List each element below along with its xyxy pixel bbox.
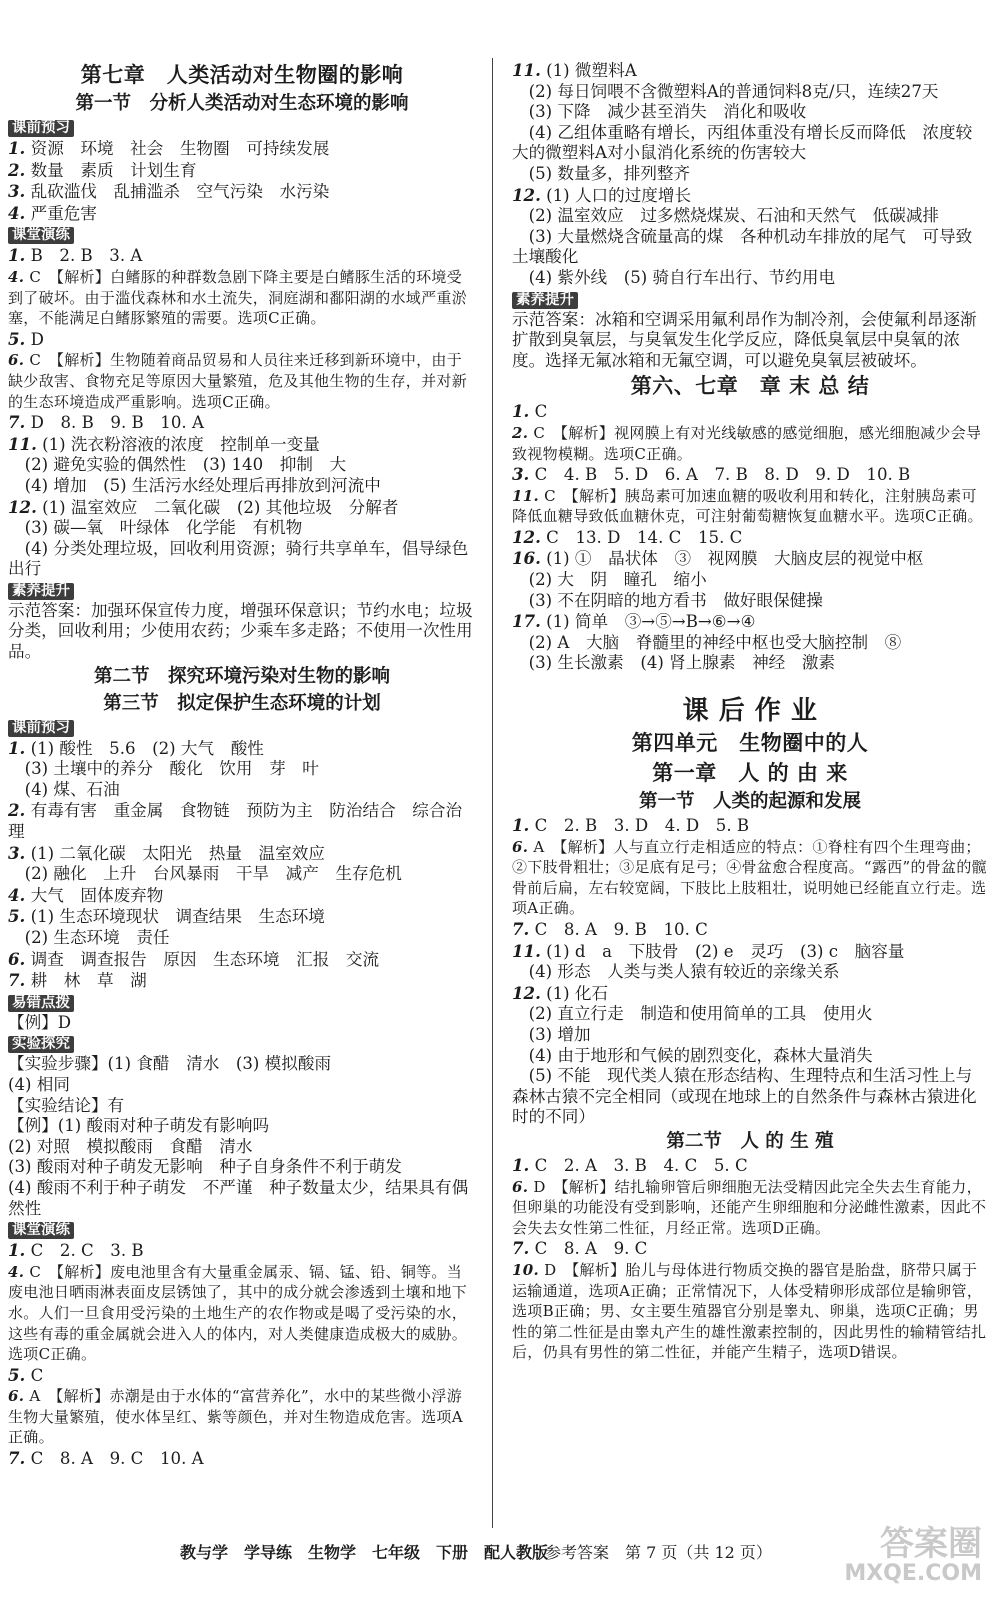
answer-line (512, 206, 988, 227)
answer-line (8, 138, 476, 160)
section-tag: 课前预习 (8, 720, 74, 737)
answer-text: 耕 林 草 湖 (25, 971, 147, 991)
answer-line (8, 843, 476, 865)
answer-text: C 8. A 9. C 10. A (25, 1449, 204, 1469)
section-heading: 第二节 探究环境污染对生物的影响 (93, 665, 390, 687)
answer-line (8, 970, 476, 992)
question-number: 11. (8, 433, 37, 454)
answer-explanation (8, 1262, 476, 1365)
answer-text: D 【解析】结扎输卵管后卵细胞无法受精因此完全失去生育能力，但卵巢的功能没有受到影响，还能产生卵细胞和分泌雌性激素，因此不会失去女性第二性征，月经正常。选项D正确。 (512, 1177, 987, 1237)
answer-line (8, 455, 476, 476)
answer-line (512, 268, 988, 289)
question-number: 5. (8, 328, 26, 349)
answer-line (8, 539, 476, 580)
answer-text: C 【解析】废电池里含有大量重金属汞、镉、锰、铅、铜等。当废电池日晒雨淋表面皮层锈蚀了，其中的成分就会渗透到土壤和地下水。人们一旦食用受污染的土地生产的农作物或是喝了受污染的水，这些有毒的重金属就会进入人的体内，对人类健康造成极大的威胁。选项C正确。 (8, 1262, 468, 1364)
question-number: 5. (8, 906, 26, 927)
chapter-heading: 课 后 作 业 (682, 696, 818, 727)
answer-line (8, 864, 476, 885)
answer-line (8, 1137, 476, 1158)
question-number: 6. (512, 1177, 529, 1196)
answer-explanation (512, 1260, 988, 1363)
answer-line (8, 476, 476, 497)
answer-text: (1) 微塑料A (540, 61, 637, 80)
section-tag: 课堂演练 (8, 227, 74, 244)
answer-line (8, 1054, 476, 1075)
question-number: 4. (8, 202, 26, 223)
answer-text: (1) d a 下肢骨 (2) e 灵巧 (3) c 脑容量 (540, 941, 905, 961)
section-tag-row (8, 717, 476, 738)
answer-text: (1) 温室效应 二氧化碳 (2) 其他垃圾 分解者 (36, 497, 399, 517)
section-tag: 课堂演练 (8, 1222, 74, 1239)
answer-line (512, 919, 988, 941)
answer-line (8, 1448, 476, 1470)
question-number: 6. (8, 1387, 25, 1406)
section-tag-row (8, 992, 476, 1013)
answer-line (8, 906, 476, 928)
question-number: 3. (512, 464, 530, 485)
section-heading: 第二节 人 的 生 殖 (666, 1130, 834, 1152)
answer-text: C (25, 1365, 44, 1385)
answer-text: (3) 碳—氧 叶绿体 化学能 有机物 (8, 518, 303, 538)
answer-text: (4) 煤、石油 (8, 779, 120, 799)
answer-line (8, 1240, 476, 1262)
answer-text: (1) 二氧化碳 太阳光 热量 温室效应 (25, 843, 325, 863)
answer-line (8, 949, 476, 971)
answer-text: A 【解析】赤潮是由于水体的“富营养化”，水中的某些微小浮游生物大量繁殖，使水体呈红、紫等颜色，并对生物造成危害。选项A正确。 (8, 1387, 463, 1447)
answer-line (8, 245, 476, 267)
question-number: 7. (512, 1238, 530, 1259)
answer-line (8, 497, 476, 519)
answer-line (8, 885, 476, 907)
answer-text: D 8. B 9. B 10. A (25, 413, 204, 433)
answer-explanation (512, 1177, 988, 1239)
answer-text: (2) A 大脑 脊髓里的神经中枢也受大脑控制 ⑧ (512, 632, 902, 652)
watermark-url: MXQE.COM (844, 1561, 982, 1586)
answer-line (512, 1238, 988, 1260)
section-heading: 第一节 人类的起源和发展 (638, 791, 861, 813)
answer-line (8, 1116, 476, 1137)
question-number: 11. (512, 486, 539, 505)
answer-text: 示范答案：加强环保宣传力度，增强环保意识；节约水电；垃圾分类，回收利用；少使用农药；少乘车多走路；不使用一次性用品。 (8, 600, 473, 662)
answer-text: (1) 简单 ③→⑤→B→⑥→④ (540, 612, 756, 632)
answer-text: (5) 不能 现代类人猿在形态结构、生理特点和生活习性上与森林古猿不完全相同（或现在地球上的自然条件与森林古猿进化时的不同） (512, 1066, 977, 1127)
question-number: 2. (8, 800, 26, 821)
answer-line (8, 759, 476, 780)
question-number: 12. (8, 496, 37, 517)
answer-text: (3) 下降 减少甚至消失 消化和吸收 (512, 102, 807, 122)
answer-explanation (8, 1386, 476, 1448)
answer-text: (1) 人口的过度增长 (540, 185, 692, 205)
answer-text: (4) 紫外线 (5) 骑自行车出行、节约用电 (512, 267, 836, 287)
question-number: 5. (8, 1364, 26, 1385)
answer-line (512, 570, 988, 591)
question-number: 1. (8, 138, 26, 158)
left-column (8, 60, 476, 1470)
answer-text: 大气 固体废弃物 (25, 885, 164, 905)
answer-text: (2) 大 阴 瞳孔 缩小 (512, 570, 707, 590)
section-tag-row (8, 1033, 476, 1054)
watermark-logo (844, 1526, 982, 1586)
question-number: 3. (8, 842, 26, 863)
answer-line (512, 1046, 988, 1067)
question-number: 12. (512, 526, 541, 547)
answer-line (8, 1178, 476, 1219)
answer-text: (2) 生态环境 责任 (8, 928, 170, 947)
question-number: 11. (512, 940, 541, 961)
question-number: 7. (8, 970, 26, 991)
answer-text: (3) 酸雨对种子萌发无影响 种子自身条件不利于萌发 (8, 1157, 402, 1177)
question-number: 12. (512, 982, 541, 1003)
answer-text: 【实验步骤】(1) 食醋 清水 (3) 模拟酸雨 (8, 1054, 332, 1074)
answer-line (512, 185, 988, 207)
answer-line (512, 1025, 988, 1046)
answer-line (8, 181, 476, 203)
spacer (512, 674, 988, 694)
footer-page-number: 参考答案 第 7 页（共 12 页） (545, 1543, 772, 1562)
section-tag-row (8, 117, 476, 138)
answer-line (512, 633, 988, 654)
question-number: 16. (512, 548, 541, 569)
question-number: 7. (8, 412, 26, 433)
answer-line (512, 401, 988, 423)
answer-text: C 【解析】生物随着商品贸易和人员往来迁移到新环境中，由于缺少敌害、食物充足等原因大量繁殖，危及其他生物的生存，并对新的生态环境造成严重影响。选项C正确。 (8, 351, 468, 411)
answer-explanation (8, 267, 476, 329)
question-number: 6. (8, 948, 26, 969)
answer-text: (1) 化石 (540, 983, 609, 1003)
answer-explanation (8, 350, 476, 412)
answer-line (8, 780, 476, 801)
answer-line (512, 548, 988, 570)
section-heading: 第三节 拟定保护生态环境的计划 (103, 692, 381, 714)
answer-line (512, 102, 988, 123)
answer-text: 资源 环境 社会 生物圈 可持续发展 (25, 139, 330, 158)
answer-line (512, 962, 988, 983)
answer-text: C 2. A 3. B 4. C 5. C (529, 1155, 748, 1175)
answer-text: (4) 相同 (8, 1074, 70, 1094)
answer-text: B 2. B 3. A (25, 246, 143, 266)
answer-line (8, 1096, 476, 1117)
section-tag-row (8, 580, 476, 601)
chapter-heading: 第一章 人 的 由 来 (652, 760, 848, 786)
question-number: 10. (512, 1260, 539, 1279)
answer-text: C 8. A 9. C (529, 1239, 648, 1259)
answer-line (8, 928, 476, 949)
answer-text: A 【解析】人与直立行走相适应的特点：①脊柱有四个生理弯曲；②下肢骨粗壮；③足底有足弓；④骨盆愈合程度高。“露西”的骨盆的髋骨前后扁，左右较宽阔，下肢比上肢粗壮，说明她已经能直立行走。选项A正确。 (512, 837, 987, 918)
question-number: 17. (512, 611, 541, 632)
answer-line (8, 1157, 476, 1178)
section-tag: 课前预习 (8, 120, 74, 137)
answer-text: (3) 增加 (512, 1024, 591, 1044)
question-number: 7. (512, 919, 530, 939)
section-tag: 易错点拨 (8, 995, 74, 1012)
right-column (512, 60, 988, 1363)
answer-text: (4) 由于地形和气候的剧烈变化，森林大量消失 (512, 1045, 873, 1065)
answer-line (512, 464, 988, 486)
answer-text: 乱砍滥伐 乱捕滥杀 空气污染 水污染 (25, 182, 330, 202)
chapter-heading: 第七章 人类活动对生物圈的影响 (80, 62, 404, 87)
answer-line (512, 941, 988, 963)
answer-line (512, 82, 988, 103)
answer-line (512, 1066, 988, 1128)
question-number: 1. (8, 737, 26, 758)
column-divider (492, 58, 493, 1528)
answer-explanation (512, 837, 988, 919)
answer-line (512, 1004, 988, 1025)
answer-text: D 【解析】胎儿与母体进行物质交换的器官是胎盘，脐带只属于运输通道，选项A正确；正常情况下，人体受精卵形成部位是输卵管，选项B正确；男、女主要生殖器官分别是睾丸、卵巢，选项C正确；男性的第二性征是由睾丸产生的雄性激素控制的，因此男性的输精管结扎后，仍具有男性的第二性征，并能产生精子，选项D错误。 (512, 1260, 987, 1362)
answer-line (512, 591, 988, 612)
answer-text: 严重危害 (25, 203, 97, 223)
answer-line (512, 123, 988, 164)
answer-text: C 2. C 3. B (25, 1241, 144, 1261)
section-tag: 实验探究 (8, 1036, 74, 1053)
answer-text: 【例】(1) 酸雨对种子萌发有影响吗 (8, 1116, 270, 1136)
answer-explanation (512, 486, 988, 527)
answer-line (8, 1075, 476, 1096)
answer-text: 数量 素质 计划生育 (25, 160, 197, 180)
answer-line (512, 164, 988, 185)
question-number: 1. (512, 401, 530, 422)
section-tag-row (8, 224, 476, 245)
question-number: 1. (8, 245, 26, 266)
answer-text: (3) 土壤中的养分 酸化 饮用 芽 叶 (8, 759, 319, 779)
chapter-heading: 第六、七章 章 末 总 结 (630, 373, 870, 399)
answer-line (8, 329, 476, 351)
question-number: 3. (8, 181, 26, 202)
answer-line (512, 611, 988, 633)
question-number: 4. (8, 884, 26, 905)
answer-text: (2) 对照 模拟酸雨 食醋 清水 (8, 1136, 253, 1156)
question-number: 4. (8, 1262, 25, 1281)
footer-book-title: 教与学 学导练 生物学 七年级 下册 配人教版 (180, 1543, 549, 1562)
answer-line (8, 601, 476, 663)
answer-text: 调查 调查报告 原因 生态环境 汇报 交流 (25, 949, 380, 969)
answer-text: (5) 数量多，排列整齐 (512, 163, 691, 183)
answer-line (8, 1365, 476, 1387)
answer-line (8, 160, 476, 182)
answer-line (512, 310, 988, 372)
answer-text: 【实验结论】有 (8, 1095, 125, 1115)
answer-text: (1) ① 晶状体 ③ 视网膜 大脑皮层的视觉中枢 (540, 549, 924, 569)
answer-text: C 【解析】视网膜上有对光线敏感的感觉细胞，感光细胞减少会导致视物模糊。选项C正确。 (512, 423, 982, 463)
answer-line (8, 800, 476, 842)
answer-text: (4) 乙组体重略有增长，丙组体重没有增长反而降低 浓度较大的微塑料A对小鼠消化系统的伤害较大 (512, 122, 973, 163)
chapter-heading: 第四单元 生物圈中的人 (631, 730, 869, 756)
answer-text: C (529, 402, 548, 422)
answer-line (8, 203, 476, 225)
answer-text: (3) 大量燃烧含硫量高的煤 各种机动车排放的尾气 可导致土壤酸化 (512, 226, 973, 267)
question-number: 7. (8, 1448, 26, 1469)
question-number: 2. (8, 159, 26, 180)
answer-line (8, 412, 476, 434)
answer-text: (4) 增加 (5) 生活污水经处理后再排放到河流中 (8, 475, 381, 495)
question-number: 6. (8, 351, 25, 370)
question-number: 1. (8, 1240, 26, 1261)
answer-text: 示范答案：冰箱和空调采用氟利昂作为制冷剂，会使氟利昂逐渐扩散到臭氧层，与臭氧发生化学反应，降低臭氧层中臭氧的浓度。选择无氟冰箱和无氟空调，可以避免臭氧层被破坏。 (512, 309, 977, 370)
answer-line (512, 983, 988, 1005)
answer-text: (2) 每日饲喂不含微塑料A的普通饲料8克/只，连续27天 (512, 81, 939, 101)
answer-line (512, 227, 988, 268)
section-heading: 第一节 分析人类活动对生态环境的影响 (75, 93, 409, 114)
answer-text: 有毒有害 重金属 食物链 预防为主 防治结合 综合治理 (8, 801, 463, 842)
question-number: 12. (512, 184, 541, 205)
question-number: 11. (512, 60, 541, 80)
question-number: 2. (512, 423, 529, 442)
answer-line (512, 1155, 988, 1177)
answer-text: (3) 不在阴暗的地方看书 做好眼保健操 (512, 590, 823, 610)
answer-text: (2) 直立行走 制造和使用简单的工具 使用火 (512, 1004, 873, 1024)
answer-text: (4) 分类处理垃圾，回收利用资源；骑行共享单车，倡导绿色出行 (8, 538, 469, 579)
answer-line (512, 527, 988, 549)
answer-explanation (512, 423, 988, 464)
section-tag: 素养提升 (8, 583, 74, 600)
answer-line (512, 815, 988, 837)
answer-text: 【例】D (8, 1012, 72, 1032)
answer-text: (1) 洗衣粉溶液的浓度 控制单一变量 (36, 434, 320, 454)
answer-text: (4) 形态 人类与类人猿有较近的亲缘关系 (512, 962, 840, 982)
answer-text: C 【解析】胰岛素可加速血糖的吸收利用和转化，注射胰岛素可降低血糖导致低血糖休克，可注射葡萄糖恢复血糖水平。选项C正确。 (512, 486, 983, 526)
watermark-text: 答案圈 (880, 1524, 982, 1564)
answer-line (512, 60, 988, 82)
answer-text: (1) 生态环境现状 调查结果 生态环境 (25, 907, 325, 927)
answer-text: (1) 酸性 5.6 (2) 大气 酸性 (25, 738, 264, 758)
answer-text: (2) 避免实验的偶然性 (3) 140 抑制 大 (8, 455, 347, 475)
answer-text: C 2. B 3. D 4. D 5. B (529, 816, 750, 836)
question-number: 4. (8, 267, 25, 286)
question-number: 1. (512, 1154, 530, 1175)
section-tag: 素养提升 (512, 292, 578, 309)
section-tag-row (512, 289, 988, 310)
answer-text: C 8. A 9. B 10. C (529, 920, 708, 939)
answer-line (8, 434, 476, 456)
answer-line (8, 518, 476, 539)
section-tag-row (8, 1219, 476, 1240)
question-number: 1. (512, 815, 530, 836)
answer-line (512, 653, 988, 674)
answer-text: C 4. B 5. D 6. A 7. B 8. D 9. D 10. B (529, 465, 911, 485)
answer-text: (2) 温室效应 过多燃烧煤炭、石油和天然气 低碳减排 (512, 206, 940, 226)
answer-text: C 【解析】白鳍豚的种群数急剧下降主要是白鳍豚生活的环境受到了破坏。由于滥伐森林和水土流失，洞庭湖和鄱阳湖的水域严重淤塞，不能满足白鳍豚繁殖的需要。选项C正确。 (8, 267, 468, 328)
question-number: 6. (512, 837, 529, 856)
answer-text: (3) 生长激素 (4) 肾上腺素 神经 激素 (512, 653, 836, 673)
answer-text: D (25, 329, 44, 349)
answer-text: (4) 酸雨不利于种子萌发 不严谨 种子数量太少，结果具有偶然性 (8, 1177, 469, 1218)
answer-text: C 13. D 14. C 15. C (540, 527, 743, 547)
answer-line (8, 1013, 476, 1034)
answer-text: (2) 融化 上升 台风暴雨 干旱 减产 生存危机 (8, 864, 402, 884)
answer-line (8, 738, 476, 760)
